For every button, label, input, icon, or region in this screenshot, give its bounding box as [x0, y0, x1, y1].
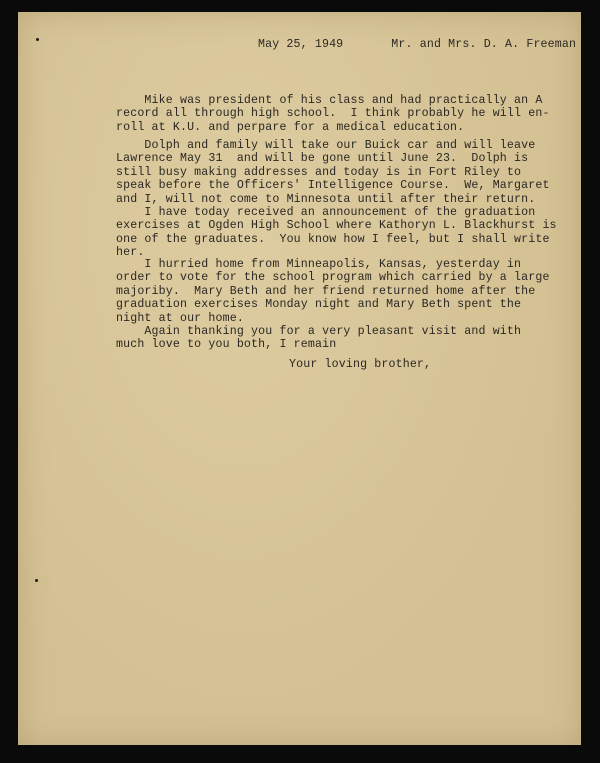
paragraph: I hurried home from Minneapolis, Kansas, yesterday in order to vote for the school program which carried by a large majoriby. Mary Beth and her friend returned home after the graduation exercises Monday night and Mary Beth spent the night at our home. [116, 258, 550, 325]
paragraph: Again thanking you for a very pleasant visit and with much love to you both, I remain [116, 325, 522, 352]
paragraph: Mike was president of his class and had practically an A record all through high school. I think probably he will en- roll at K.U. and perpare for a medical education. [116, 94, 550, 134]
letter-header [258, 38, 576, 51]
page-mark-dot [36, 38, 39, 41]
paragraph: Dolph and family will take our Buick car and will leave Lawrence May 31 and will be gone until June 23. Dolph is still busy making addresses and today is in Fort Riley to speak before the Officers' Intelligence Course. We, Margaret and I, will not come to Minnesota until after their return. [116, 139, 550, 206]
letter-page [18, 12, 581, 745]
paragraph: I have today received an announcement of the graduation exercises at Ogden High School where Kathoryn L. Blackhurst is one of the graduates. You know how I feel, but I shall write her. [116, 206, 557, 260]
letter-closing: Your loving brother, [289, 358, 432, 371]
letter-date: May 25, 1949 [258, 38, 344, 51]
page-mark-dot [35, 579, 38, 582]
letter-recipient: Mr. and Mrs. D. A. Freeman [391, 38, 577, 51]
